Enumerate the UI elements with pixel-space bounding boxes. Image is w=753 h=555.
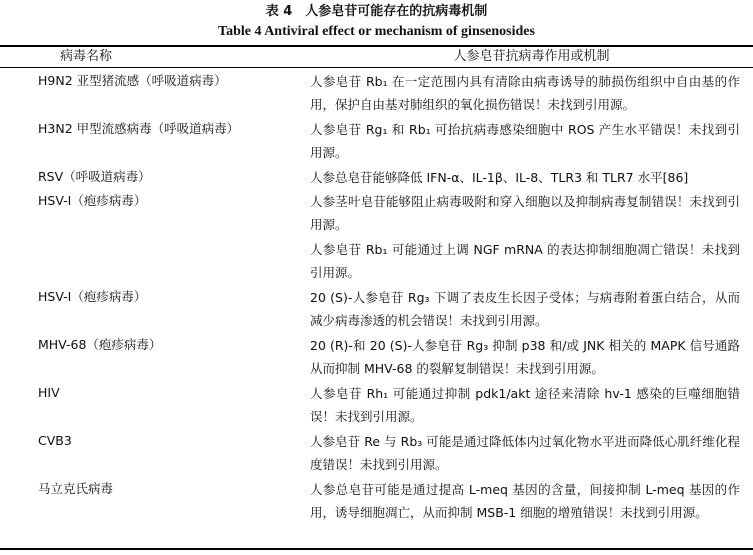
mechanism-cell: 人参总皂苷可能是通过提高 L-meq 基因的含量，间接抑制 L-meq 基因的作用，诱导细胞凋亡，从而抑制 MSB-1 细胞的增殖错误！未找到引用源。 [310, 482, 740, 520]
mechanism-cell: 人参茎叶皂苷能够阻止病毒吸附和穿入细胞以及抑制病毒复制错误！未找到引用源。 [310, 194, 740, 232]
virus-name-cell: MHV-68（疱疹病毒） [38, 337, 162, 352]
column-header-virus: 病毒名称 [60, 49, 113, 64]
mechanism-cell: 20 (R)-和 20 (S)-人参皂苷 Rg₃ 抑制 p38 和/或 JNK 相关的 MAPK 信号通路从而抑制 MHV-68 的裂解复制错误！未找到引用源。 [310, 338, 740, 376]
virus-name-cell: HSV-I（疱疹病毒） [38, 289, 147, 304]
table-caption-chinese: 表 4 人参皂苷可能存在的抗病毒机制 [265, 4, 488, 19]
mechanism-cell: 人参皂苷 Rg₁ 和 Rb₁ 可抬抗病毒感染细胞中 ROS 产生水平错误！未找到引用源。 [310, 122, 740, 160]
virus-name-cell: HIV [38, 385, 60, 400]
mechanism-cell: 人参皂苷 Rh₁ 可能通过抑制 pdk1/akt 途径来清除 hv-1 感染的巨噬细胞错误！未找到引用源。 [310, 386, 740, 424]
table-header-rule [0, 67, 753, 68]
virus-name-cell: RSV（呼吸道病毒） [38, 169, 151, 184]
virus-name-cell: CVB3 [38, 433, 72, 448]
table-top-rule [0, 45, 753, 47]
mechanism-cell: 人参皂苷 Rb₁ 可能通过上调 NGF mRNA 的表达抑制细胞凋亡错误！未找到引用源。 [310, 242, 740, 280]
table-caption-english: Table 4 Antiviral effect or mechanism of ginsenosides [218, 24, 535, 39]
mechanism-cell: 人参总皂苷能够降低 IFN-α、IL-1β、IL-8、TLR3 和 TLR7 水平[86] [310, 170, 689, 185]
virus-name-cell: H9N2 亚型猪流感（呼吸道病毒） [38, 73, 227, 88]
virus-name-cell: HSV-I（疱疹病毒） [38, 193, 147, 208]
virus-name-cell: 马立克氏病毒 [38, 481, 114, 496]
table-bottom-rule [0, 548, 753, 550]
virus-name-cell: H3N2 甲型流感病毒（呼吸道病毒） [38, 121, 240, 136]
column-header-mechanism: 人参皂苷抗病毒作用或机制 [453, 49, 610, 64]
mechanism-cell: 人参皂苷 Re 与 Rb₃ 可能是通过降低体内过氧化物水平进而降低心肌纤维化程度错误！未找到引用源。 [310, 434, 740, 472]
mechanism-cell: 20 (S)-人参皂苷 Rg₃ 下调了表皮生长因子受体；与病毒附着蛋白结合，从而减少病毒渗透的机会错误！未找到引用源。 [310, 290, 740, 328]
mechanism-cell: 人参皂苷 Rb₁ 在一定范围内具有清除由病毒诱导的肺损伤组织中自由基的作用，保护自由基对肺组织的氧化损伤错误！未找到引用源。 [310, 74, 740, 112]
